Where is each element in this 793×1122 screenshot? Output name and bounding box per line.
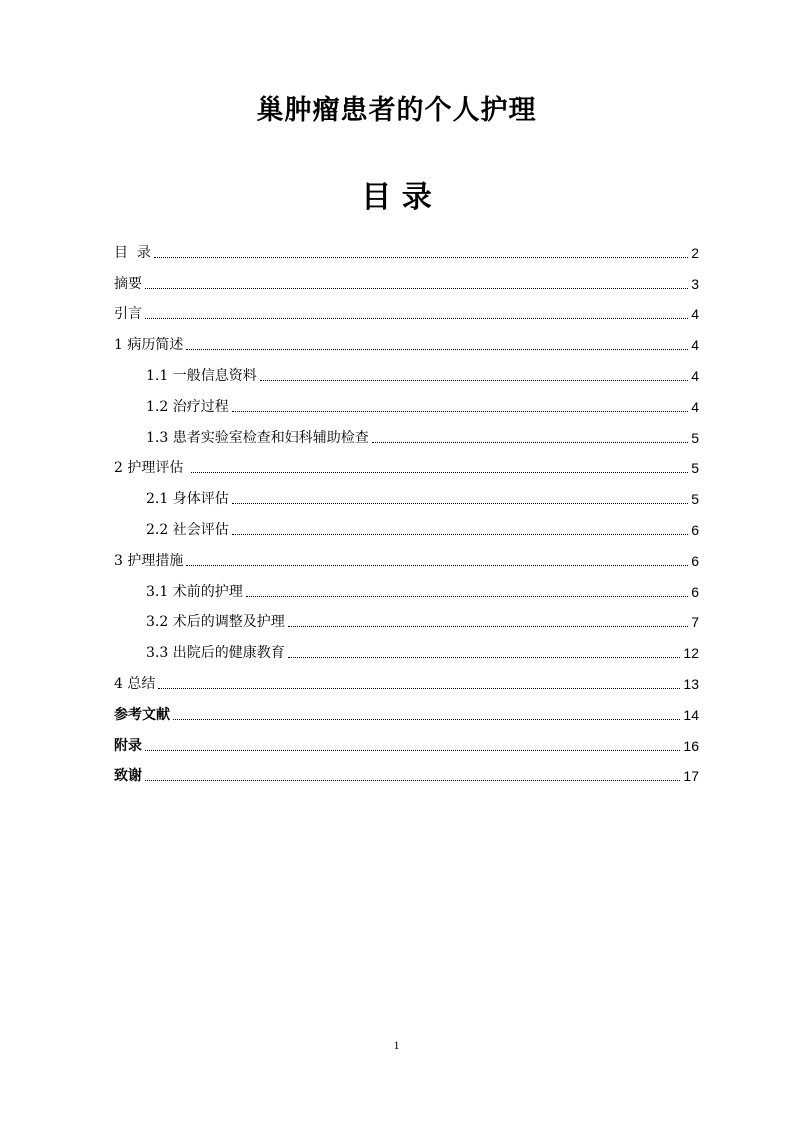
dot-leader bbox=[173, 718, 680, 720]
toc-entry-page: 4 bbox=[691, 337, 699, 354]
toc-entry-label: 4 总结 bbox=[114, 675, 156, 692]
dot-leader bbox=[154, 256, 688, 258]
toc-entry-label: 附录 bbox=[114, 737, 142, 754]
toc-entry-section-2[interactable] bbox=[114, 449, 699, 480]
toc-entry-label: 摘要 bbox=[114, 275, 142, 292]
dot-leader bbox=[232, 533, 688, 535]
document-title: 巢肿瘤患者的个人护理 bbox=[256, 95, 537, 126]
toc-entry-label: 1.3 患者实验室检查和妇科辅助检查 bbox=[146, 429, 369, 446]
toc-entry-label: 1 病历简述 bbox=[114, 337, 184, 354]
toc-entry-label: 引言 bbox=[114, 306, 142, 323]
toc-entry-section-1[interactable] bbox=[114, 325, 699, 356]
toc-entry-contents[interactable] bbox=[114, 233, 699, 264]
toc-entry-acknowledgements[interactable] bbox=[114, 757, 699, 788]
toc-entry-page: 6 bbox=[691, 583, 699, 600]
toc-entry-page: 7 bbox=[691, 614, 699, 631]
table-of-contents bbox=[114, 233, 699, 787]
dot-leader bbox=[232, 502, 688, 504]
toc-entry-page: 5 bbox=[691, 491, 699, 508]
toc-entry-page: 13 bbox=[683, 675, 699, 692]
dot-leader bbox=[288, 656, 681, 658]
toc-entry-section-1-3[interactable] bbox=[114, 418, 699, 449]
dot-leader bbox=[186, 564, 688, 566]
toc-entry-section-3-2[interactable] bbox=[114, 603, 699, 634]
dot-leader bbox=[186, 348, 688, 350]
dot-leader bbox=[246, 595, 688, 597]
dot-leader bbox=[372, 441, 688, 443]
toc-entry-section-1-2[interactable] bbox=[114, 387, 699, 418]
toc-entry-references[interactable] bbox=[114, 695, 699, 726]
toc-entry-label: 3.2 术后的调整及护理 bbox=[146, 614, 285, 631]
toc-entry-page: 5 bbox=[691, 429, 699, 446]
toc-entry-introduction[interactable] bbox=[114, 295, 699, 326]
toc-entry-page: 4 bbox=[691, 306, 699, 323]
dot-leader bbox=[191, 471, 688, 473]
toc-entry-page: 6 bbox=[691, 552, 699, 569]
toc-entry-page: 4 bbox=[691, 398, 699, 415]
toc-heading: 目 录 bbox=[361, 180, 432, 215]
toc-entry-page: 6 bbox=[691, 521, 699, 538]
toc-entry-page: 12 bbox=[683, 645, 699, 662]
toc-entry-abstract[interactable] bbox=[114, 264, 699, 295]
toc-entry-section-2-1[interactable] bbox=[114, 479, 699, 510]
toc-entry-section-3-3[interactable] bbox=[114, 633, 699, 664]
toc-entry-label: 目 录 bbox=[114, 244, 151, 261]
toc-entry-page: 2 bbox=[691, 244, 699, 261]
toc-entry-label: 2.2 社会评估 bbox=[146, 521, 229, 538]
toc-entry-page: 14 bbox=[683, 706, 699, 723]
toc-entry-label: 3 护理措施 bbox=[114, 552, 184, 569]
toc-entry-section-1-1[interactable] bbox=[114, 356, 699, 387]
dot-leader bbox=[145, 317, 688, 319]
dot-leader bbox=[145, 749, 680, 751]
toc-entry-page: 4 bbox=[691, 367, 699, 384]
toc-entry-page: 5 bbox=[691, 460, 699, 477]
toc-entry-section-3-1[interactable] bbox=[114, 572, 699, 603]
page-number: 1 bbox=[393, 1038, 400, 1052]
toc-entry-label: 参考文献 bbox=[114, 706, 170, 723]
toc-entry-label: 2.1 身体评估 bbox=[146, 491, 229, 508]
dot-leader bbox=[260, 379, 688, 381]
toc-entry-label: 3.3 出院后的健康教育 bbox=[146, 645, 285, 662]
toc-entry-section-3[interactable] bbox=[114, 541, 699, 572]
toc-entry-page: 17 bbox=[683, 768, 699, 785]
dot-leader bbox=[232, 410, 688, 412]
toc-entry-label: 3.1 术前的护理 bbox=[146, 583, 243, 600]
toc-entry-page: 3 bbox=[691, 275, 699, 292]
dot-leader bbox=[145, 779, 680, 781]
toc-entry-section-2-2[interactable] bbox=[114, 510, 699, 541]
dot-leader bbox=[288, 625, 688, 627]
toc-entry-label: 2 护理评估 bbox=[114, 460, 188, 477]
toc-entry-label: 致谢 bbox=[114, 768, 142, 785]
toc-entry-label: 1.2 治疗过程 bbox=[146, 398, 229, 415]
toc-entry-page: 16 bbox=[683, 737, 699, 754]
toc-entry-section-4[interactable] bbox=[114, 664, 699, 695]
toc-entry-label: 1.1 一般信息资料 bbox=[146, 367, 257, 384]
dot-leader bbox=[145, 287, 688, 289]
dot-leader bbox=[158, 687, 680, 689]
toc-entry-appendix[interactable] bbox=[114, 726, 699, 757]
